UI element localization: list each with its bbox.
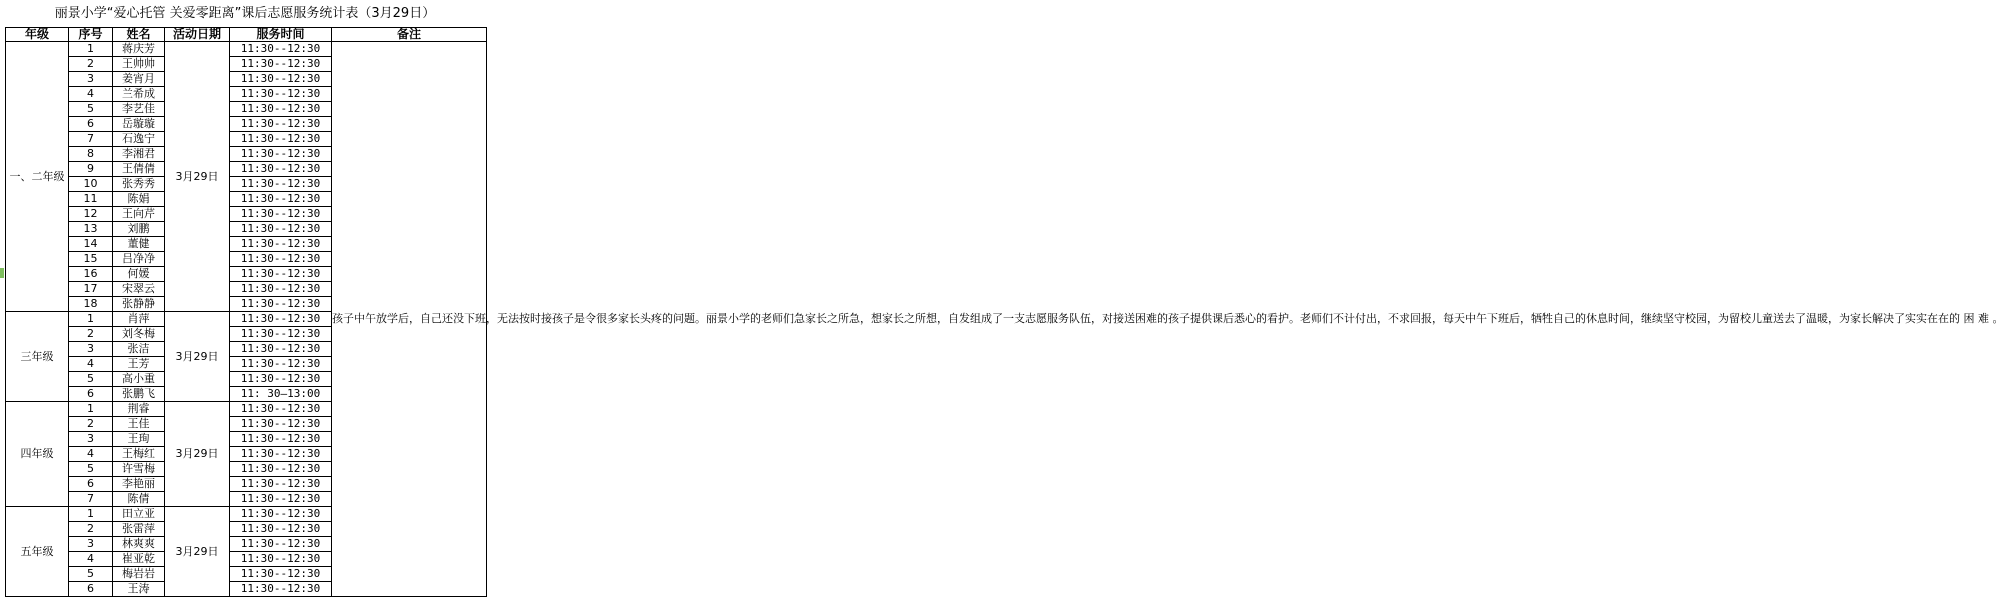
cell-time[interactable]: 11:30--12:30 bbox=[230, 417, 332, 432]
cell-no[interactable]: 13 bbox=[69, 222, 113, 237]
cell-no[interactable]: 5 bbox=[69, 462, 113, 477]
cell-note[interactable]: 孩子中午放学后，自己还没下班，无法按时接孩子是令很多家长头疼的问题。丽景小学的老师们急家长之所急，想家长之所想，自发组成了一支志愿服务队伍，对接送困难的孩子提供课后悉心的看护。老师们不计付出，不求回报，每天中午下班后，牺牲自己的休息时间，继续坚守校园，为留校儿童送去了温暖，为家长解决了实实在在的 困 难 。 bbox=[332, 42, 487, 597]
cell-time[interactable]: 11:30--12:30 bbox=[230, 237, 332, 252]
cell-no[interactable]: 15 bbox=[69, 252, 113, 267]
cell-date[interactable]: 3月29日 bbox=[165, 507, 230, 597]
cell-grade[interactable]: 五年级 bbox=[6, 507, 69, 597]
cell-time[interactable]: 11:30--12:30 bbox=[230, 147, 332, 162]
cell-no[interactable]: 6 bbox=[69, 117, 113, 132]
header-grade[interactable]: 年级 bbox=[6, 28, 69, 42]
header-row bbox=[6, 28, 487, 42]
cell-no[interactable]: 3 bbox=[69, 537, 113, 552]
cell-name[interactable]: 张秀秀 bbox=[113, 177, 165, 192]
cell-no[interactable]: 16 bbox=[69, 267, 113, 282]
cell-name[interactable]: 董健 bbox=[113, 237, 165, 252]
cell-grade[interactable]: 四年级 bbox=[6, 402, 69, 507]
cell-time[interactable]: 11:30--12:30 bbox=[230, 447, 332, 462]
cell-name[interactable]: 田立亚 bbox=[113, 507, 165, 522]
cell-time[interactable]: 11:30--12:30 bbox=[230, 297, 332, 312]
cell-no[interactable]: 4 bbox=[69, 552, 113, 567]
cell-no[interactable]: 3 bbox=[69, 432, 113, 447]
cell-no[interactable]: 3 bbox=[69, 72, 113, 87]
cell-time[interactable]: 11:30--12:30 bbox=[230, 537, 332, 552]
cell-time[interactable]: 11:30--12:30 bbox=[230, 72, 332, 87]
cell-time[interactable]: 11:30--12:30 bbox=[230, 432, 332, 447]
cell-no[interactable]: 2 bbox=[69, 417, 113, 432]
cell-no[interactable]: 5 bbox=[69, 372, 113, 387]
cell-name[interactable]: 林爽爽 bbox=[113, 537, 165, 552]
cell-name[interactable]: 陈娟 bbox=[113, 192, 165, 207]
cell-no[interactable]: 18 bbox=[69, 297, 113, 312]
cell-name[interactable]: 王佳 bbox=[113, 417, 165, 432]
cell-name[interactable]: 石逸宁 bbox=[113, 132, 165, 147]
cell-no[interactable]: 4 bbox=[69, 357, 113, 372]
volunteer-stats-table bbox=[5, 27, 2003, 597]
cell-time[interactable]: 11: 30—13:00 bbox=[230, 387, 332, 402]
table-row bbox=[6, 42, 487, 57]
cell-name[interactable]: 何媛 bbox=[113, 267, 165, 282]
cell-no[interactable]: 6 bbox=[69, 582, 113, 597]
cell-time[interactable]: 11:30--12:30 bbox=[230, 192, 332, 207]
cell-name[interactable]: 吕净净 bbox=[113, 252, 165, 267]
table-body bbox=[6, 42, 2003, 597]
cell-name[interactable]: 王涛 bbox=[113, 582, 165, 597]
cell-name[interactable]: 蒋庆芳 bbox=[113, 42, 165, 57]
header-time[interactable]: 服务时间 bbox=[230, 28, 332, 42]
cell-no[interactable]: 1 bbox=[69, 507, 113, 522]
cell-time[interactable]: 11:30--12:30 bbox=[230, 522, 332, 537]
cell-time[interactable]: 11:30--12:30 bbox=[230, 567, 332, 582]
cell-no[interactable]: 6 bbox=[69, 387, 113, 402]
cell-no[interactable]: 1 bbox=[69, 42, 113, 57]
cell-time[interactable]: 11:30--12:30 bbox=[230, 582, 332, 597]
cell-no[interactable]: 4 bbox=[69, 447, 113, 462]
cell-no[interactable]: 10 bbox=[69, 177, 113, 192]
cell-name[interactable]: 王帅帅 bbox=[113, 57, 165, 72]
cell-no[interactable]: 6 bbox=[69, 477, 113, 492]
cell-name[interactable]: 李艳丽 bbox=[113, 477, 165, 492]
header-no[interactable]: 序号 bbox=[69, 28, 113, 42]
cell-name[interactable]: 王珣 bbox=[113, 432, 165, 447]
row-marker bbox=[0, 268, 4, 278]
cell-name[interactable]: 陈倩 bbox=[113, 492, 165, 507]
cell-name[interactable]: 王芳 bbox=[113, 357, 165, 372]
cell-name[interactable]: 张鹏飞 bbox=[113, 387, 165, 402]
cell-time[interactable]: 11:30--12:30 bbox=[230, 372, 332, 387]
cell-date[interactable]: 3月29日 bbox=[165, 402, 230, 507]
cell-no[interactable]: 9 bbox=[69, 162, 113, 177]
cell-time[interactable]: 11:30--12:30 bbox=[230, 117, 332, 132]
header-note[interactable]: 备注 bbox=[332, 28, 487, 42]
cell-grade[interactable]: 三年级 bbox=[6, 312, 69, 402]
cell-no[interactable]: 1 bbox=[69, 402, 113, 417]
cell-time[interactable]: 11:30--12:30 bbox=[230, 162, 332, 177]
cell-name[interactable]: 许雪梅 bbox=[113, 462, 165, 477]
cell-name[interactable]: 王向芹 bbox=[113, 207, 165, 222]
header-name[interactable]: 姓名 bbox=[113, 28, 165, 42]
cell-name[interactable]: 刘鹏 bbox=[113, 222, 165, 237]
cell-time[interactable]: 11:30--12:30 bbox=[230, 552, 332, 567]
cell-time[interactable]: 11:30--12:30 bbox=[230, 57, 332, 72]
cell-name[interactable]: 张静静 bbox=[113, 297, 165, 312]
cell-no[interactable]: 12 bbox=[69, 207, 113, 222]
cell-no[interactable]: 2 bbox=[69, 57, 113, 72]
sheet-title: 丽景小学“爱心托管 关爱零距离”课后志愿服务统计表（3月29日） bbox=[54, 6, 436, 21]
cell-name[interactable]: 张洁 bbox=[113, 342, 165, 357]
cell-date[interactable]: 3月29日 bbox=[165, 42, 230, 312]
cell-name[interactable]: 李艺佳 bbox=[113, 102, 165, 117]
cell-name[interactable]: 肖萍 bbox=[113, 312, 165, 327]
cell-time[interactable]: 11:30--12:30 bbox=[230, 402, 332, 417]
cell-no[interactable]: 14 bbox=[69, 237, 113, 252]
cell-no[interactable]: 11 bbox=[69, 192, 113, 207]
cell-time[interactable]: 11:30--12:30 bbox=[230, 342, 332, 357]
cell-time[interactable]: 11:30--12:30 bbox=[230, 207, 332, 222]
cell-time[interactable]: 11:30--12:30 bbox=[230, 507, 332, 522]
cell-time[interactable]: 11:30--12:30 bbox=[230, 282, 332, 297]
cell-name[interactable]: 梅岩岩 bbox=[113, 567, 165, 582]
cell-no[interactable]: 17 bbox=[69, 282, 113, 297]
cell-name[interactable]: 宋翠云 bbox=[113, 282, 165, 297]
cell-no[interactable]: 2 bbox=[69, 327, 113, 342]
cell-name[interactable]: 李湘君 bbox=[113, 147, 165, 162]
header-date[interactable]: 活动日期 bbox=[165, 28, 230, 42]
cell-name[interactable]: 王梅红 bbox=[113, 447, 165, 462]
cell-time[interactable]: 11:30--12:30 bbox=[230, 462, 332, 477]
cell-name[interactable]: 高小重 bbox=[113, 372, 165, 387]
cell-time[interactable]: 11:30--12:30 bbox=[230, 87, 332, 102]
cell-time[interactable]: 11:30--12:30 bbox=[230, 477, 332, 492]
cell-no[interactable]: 5 bbox=[69, 567, 113, 582]
cell-time[interactable]: 11:30--12:30 bbox=[230, 312, 332, 327]
cell-no[interactable]: 8 bbox=[69, 147, 113, 162]
cell-no[interactable]: 5 bbox=[69, 102, 113, 117]
cell-name[interactable]: 兰希成 bbox=[113, 87, 165, 102]
cell-time[interactable]: 11:30--12:30 bbox=[230, 267, 332, 282]
cell-time[interactable]: 11:30--12:30 bbox=[230, 42, 332, 57]
cell-no[interactable]: 4 bbox=[69, 87, 113, 102]
cell-name[interactable]: 刘冬梅 bbox=[113, 327, 165, 342]
cell-grade[interactable]: 一、二年级 bbox=[6, 42, 69, 312]
cell-time[interactable]: 11:30--12:30 bbox=[230, 222, 332, 237]
cell-name[interactable]: 张雷萍 bbox=[113, 522, 165, 537]
cell-time[interactable]: 11:30--12:30 bbox=[230, 177, 332, 192]
cell-no[interactable]: 7 bbox=[69, 492, 113, 507]
cell-name[interactable]: 崔亚乾 bbox=[113, 552, 165, 567]
cell-time[interactable]: 11:30--12:30 bbox=[230, 327, 332, 342]
cell-name[interactable]: 荆睿 bbox=[113, 402, 165, 417]
cell-time[interactable]: 11:30--12:30 bbox=[230, 357, 332, 372]
cell-time[interactable]: 11:30--12:30 bbox=[230, 102, 332, 117]
cell-no[interactable]: 7 bbox=[69, 132, 113, 147]
cell-name[interactable]: 姜宵月 bbox=[113, 72, 165, 87]
cell-time[interactable]: 11:30--12:30 bbox=[230, 492, 332, 507]
cell-no[interactable]: 2 bbox=[69, 522, 113, 537]
cell-no[interactable]: 1 bbox=[69, 312, 113, 327]
cell-no[interactable]: 3 bbox=[69, 342, 113, 357]
cell-time[interactable]: 11:30--12:30 bbox=[230, 252, 332, 267]
cell-time[interactable]: 11:30--12:30 bbox=[230, 132, 332, 147]
cell-name[interactable]: 岳璇璇 bbox=[113, 117, 165, 132]
cell-date[interactable]: 3月29日 bbox=[165, 312, 230, 402]
cell-name[interactable]: 王倩倩 bbox=[113, 162, 165, 177]
